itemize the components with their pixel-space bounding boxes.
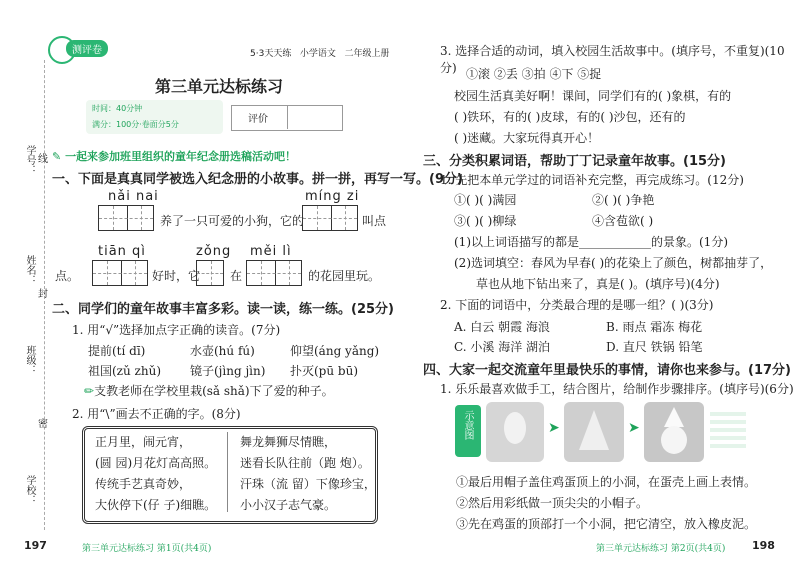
grid-decoration bbox=[710, 408, 746, 448]
write-grid-2[interactable] bbox=[302, 205, 358, 231]
word-1b[interactable]: ②( )( )争艳 bbox=[592, 193, 655, 207]
q3-line-1[interactable]: 校园生活真美好啊！课间，同学们有的( )象棋，有的 bbox=[454, 89, 732, 103]
banner-text: 一起来参加班里组织的童年纪念册选稿活动吧！ bbox=[65, 150, 297, 163]
reading-1c[interactable]: 仰望(áng yǎng) bbox=[290, 344, 380, 358]
reading-1b[interactable]: 水壶(hú fú) bbox=[190, 344, 255, 358]
pinyin-1b: míng zi bbox=[305, 189, 360, 204]
footer-left: 第三单元达标练习 第1页(共4页) bbox=[82, 544, 212, 554]
header-grade: 二年级上册 bbox=[344, 49, 390, 59]
margin-class: 班级： bbox=[24, 345, 35, 375]
poem-2b[interactable]: 迷看长队往前（跑 炮）。 bbox=[240, 456, 370, 470]
pinyin-2c: měi lì bbox=[250, 244, 292, 259]
poem-4b: 小小汉子志气豪。 bbox=[240, 498, 337, 512]
reading-1a[interactable]: 提前(tí dī) bbox=[88, 344, 146, 358]
footer-right: 第三单元达标练习 第2页(共4页) bbox=[596, 544, 726, 554]
story-text-2c: 在 bbox=[230, 269, 243, 283]
header-series-line bbox=[250, 46, 390, 59]
step-image-egg bbox=[486, 402, 544, 462]
poem-4a[interactable]: 大伙停下(仔 子)细瞧。 bbox=[95, 498, 217, 512]
exercise-1[interactable]: (1)以上词语描写的都是____________的景象。(1分) bbox=[454, 235, 728, 249]
section-3-title: 三、分类积累词语，帮助丁丁记录童年故事。(15分) bbox=[423, 154, 726, 169]
s3-question-2: 2. 下面的词语中，分类最合理的是哪一组？( )(3分) bbox=[440, 298, 714, 312]
option-c[interactable]: C. 小溪 海洋 湖泊 bbox=[454, 340, 551, 354]
exercise-2a[interactable]: (2)选词填空：春风为早春( )的花染上了颜色，树都抽芽了， bbox=[454, 256, 773, 270]
header-series: 5·3天天练 bbox=[250, 49, 292, 59]
word-2b[interactable]: ④含苞欲( ) bbox=[592, 214, 654, 228]
reading-3[interactable]: ✏支教老师在学校里栽(sǎ shǎ)下了爱的种子。 bbox=[84, 384, 334, 398]
reading-2b[interactable]: 镜子(jìng jìn) bbox=[190, 364, 266, 378]
pencil-icon: ✏ bbox=[84, 384, 95, 398]
word-2a[interactable]: ③( )( )柳绿 bbox=[454, 214, 517, 228]
badge: 测评卷 bbox=[66, 40, 108, 57]
q3-line-2[interactable]: ( )铁环，有的( )皮球，有的( )沙包，还有的 bbox=[454, 110, 686, 124]
q3-title: 3. 选择合适的动词，填入校园生活故事中。(填序号，不重复)(10分) bbox=[440, 44, 785, 75]
banner bbox=[52, 148, 296, 164]
step-image-cone bbox=[564, 402, 624, 462]
reading-2a[interactable]: 祖国(zǔ zhǔ) bbox=[88, 364, 162, 378]
story-text-2d: 的花园里玩。 bbox=[308, 269, 381, 283]
poem-3a: 传统手艺真奇妙， bbox=[95, 477, 192, 491]
step-2: ②然后用彩纸做一顶尖尖的小帽子。 bbox=[456, 496, 649, 510]
margin-school: 学校： bbox=[24, 475, 35, 505]
pinyin-1a: nǎi nai bbox=[108, 189, 159, 204]
poem-2a[interactable]: (圆 园)月花灯高高照。 bbox=[95, 456, 217, 470]
write-grid-4[interactable] bbox=[196, 260, 224, 286]
margin-line: 线 bbox=[38, 154, 48, 165]
arrow-icon: ➤ bbox=[628, 420, 640, 436]
pencil-icon: ✎ bbox=[52, 150, 62, 163]
poem-3b[interactable]: 汗珠（流 留）下像珍宝， bbox=[240, 477, 376, 491]
tag-label: 示意图 bbox=[462, 410, 473, 440]
story-text-1a: 养了一只可爱的小狗，它的 bbox=[160, 214, 305, 228]
q3-options: ①滚 ②丢 ③拍 ④下 ⑤捉 bbox=[466, 67, 602, 81]
arrow-icon: ➤ bbox=[548, 420, 560, 436]
score-label: 满分：100分·卷面分5分 bbox=[92, 120, 179, 129]
section-1-title: 一、下面是真真同学被选入纪念册的小故事。拼一拼，再写一写。(9分) bbox=[52, 172, 463, 187]
section-2-title: 二、同学们的童年故事丰富多彩。读一读，练一练。(25分) bbox=[52, 302, 394, 317]
pinyin-2a: tiān qì bbox=[98, 244, 146, 259]
step-image-hat bbox=[644, 402, 704, 462]
word-1a[interactable]: ①( )( )满园 bbox=[454, 193, 517, 207]
s2-question-2: 2. 用“\”画去不正确的字。(8分) bbox=[72, 407, 241, 421]
q3-line-3[interactable]: ( )迷藏。大家玩得真开心！ bbox=[454, 131, 600, 145]
option-a[interactable]: A. 白云 朝霞 海浪 bbox=[454, 320, 550, 334]
write-grid-3[interactable] bbox=[92, 260, 148, 286]
page-number-right: 198 bbox=[752, 539, 775, 552]
story-text-2b: 好时，它 bbox=[152, 269, 201, 283]
option-d[interactable]: D. 直尺 铁锅 铅笔 bbox=[606, 340, 703, 354]
reading-2c[interactable]: 扑灭(pū bū) bbox=[290, 364, 358, 378]
s2-question-1: 1. 用“√”选择加点字正确的读音。(7分) bbox=[72, 323, 281, 337]
write-grid-1[interactable] bbox=[98, 205, 154, 231]
eval-label: 评价 bbox=[248, 114, 268, 125]
poem-1a: 正月里，闹元宵， bbox=[95, 435, 192, 449]
margin-student-id: 学号： bbox=[24, 145, 35, 175]
option-b[interactable]: B. 雨点 霜冻 梅花 bbox=[606, 320, 703, 334]
page-number-left: 197 bbox=[24, 539, 47, 552]
write-grid-5[interactable] bbox=[246, 260, 302, 286]
page-title: 第三单元达标练习 bbox=[155, 77, 284, 96]
margin-dense: 密 bbox=[38, 419, 48, 430]
step-3: ③先在鸡蛋的顶部打一个小洞，把它清空，放入橡皮泥。 bbox=[456, 517, 757, 531]
s4-question-1: 1. 乐乐最喜欢做手工，结合图片，给制作步骤排序。(填序号)(6分) bbox=[440, 382, 794, 396]
step-1: ①最后用帽子盖住鸡蛋顶上的小洞，在蛋壳上画上表情。 bbox=[456, 475, 757, 489]
margin-seal: 封 bbox=[38, 289, 48, 300]
story-text-2a: 点。 bbox=[55, 269, 80, 283]
header-subject: 小学语文 bbox=[299, 49, 336, 59]
story-text-1b: 叫点 bbox=[362, 214, 387, 228]
pinyin-2b: zǒng bbox=[196, 244, 232, 259]
time-label: 时间：40分钟 bbox=[92, 104, 143, 113]
s3-question-1: 1. 先把本单元学过的词语补充完整，再完成练习。(12分) bbox=[440, 173, 744, 187]
margin-name: 姓名： bbox=[24, 255, 35, 285]
exercise-2b[interactable]: 草也从地下钻出来了，真是( )。(填序号)(4分) bbox=[476, 277, 720, 291]
poem-1b: 舞龙舞狮尽情瞧， bbox=[240, 435, 337, 449]
section-4-title: 四、大家一起交流童年里最快乐的事情，请你也来参与。(17分) bbox=[423, 363, 791, 378]
